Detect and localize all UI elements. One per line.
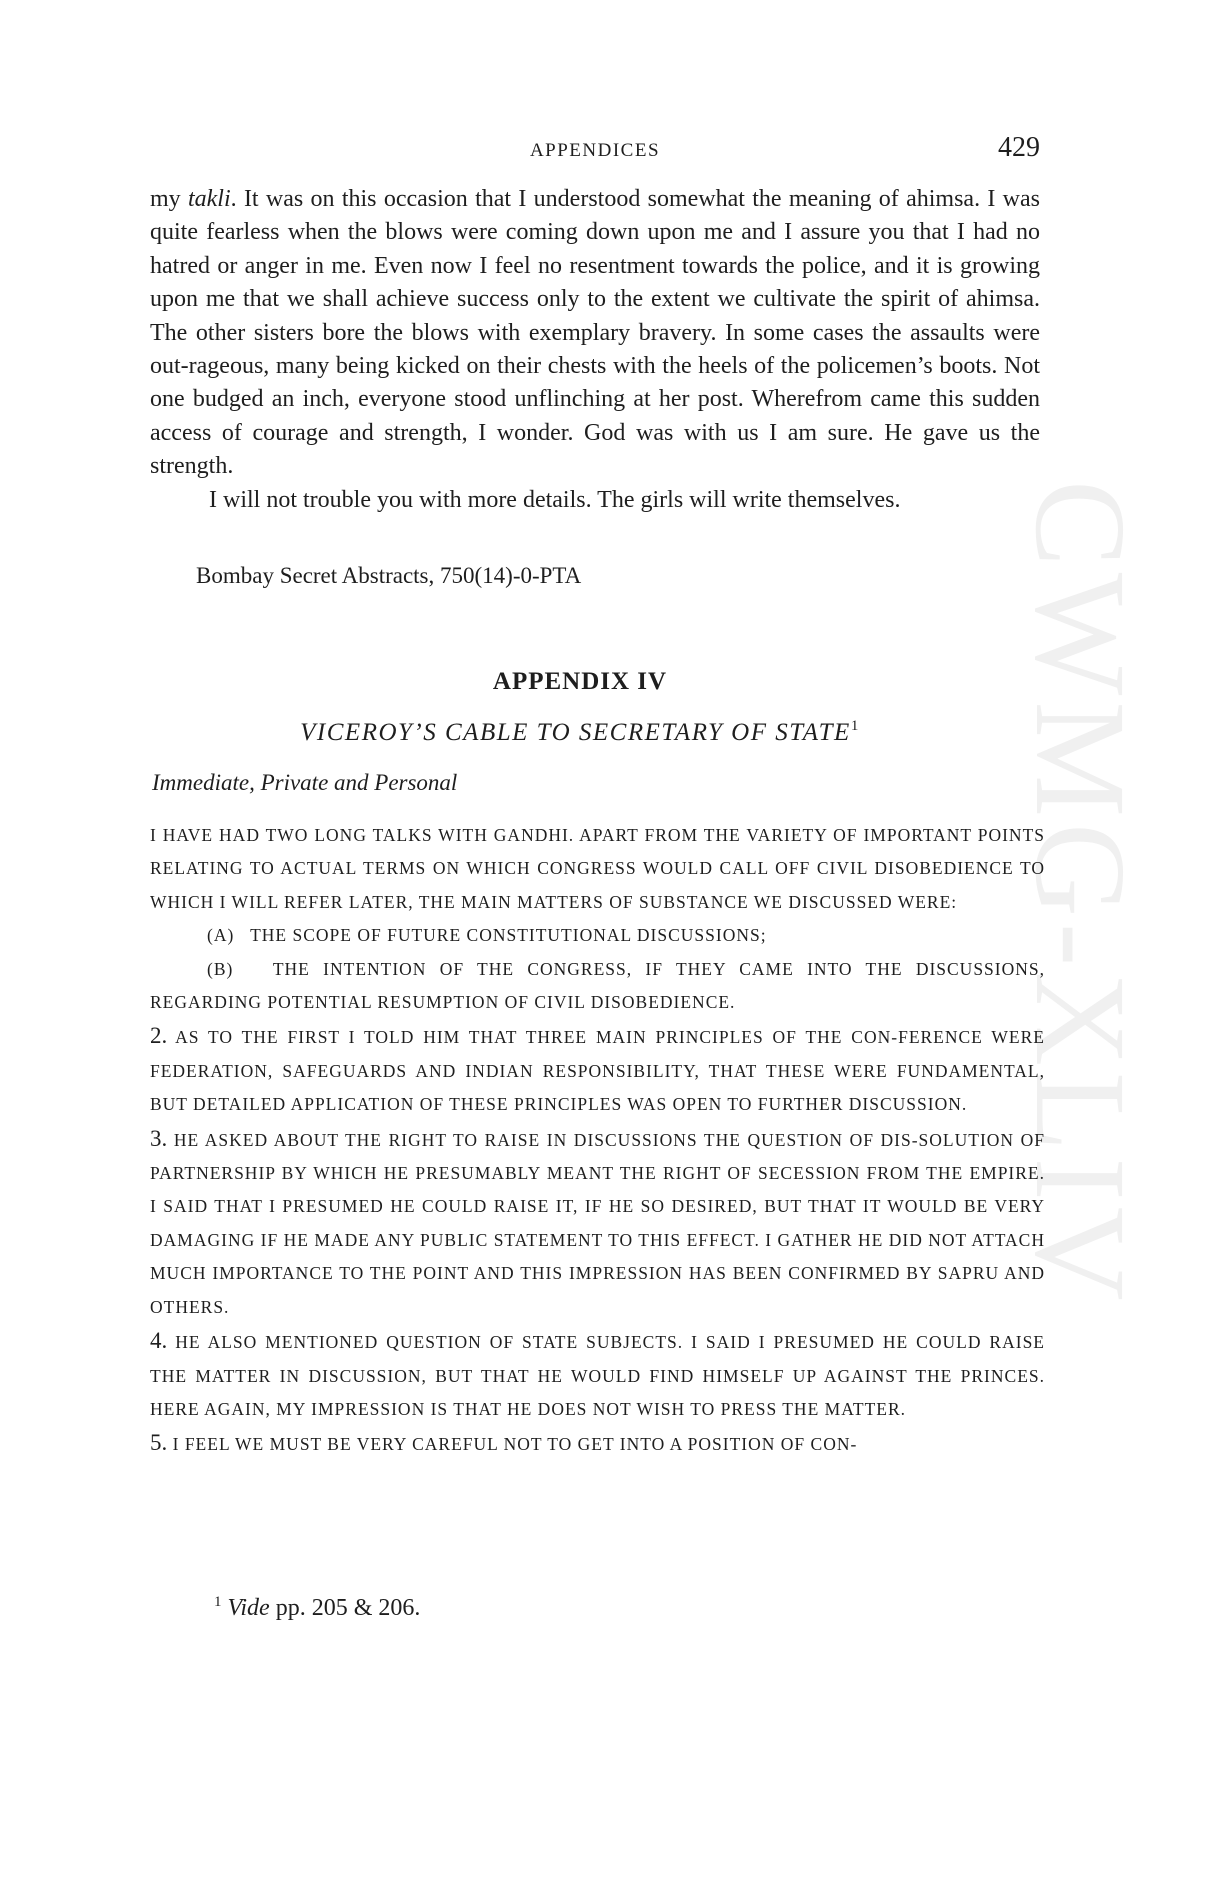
appendix-title: APPENDIX IV	[492, 668, 668, 695]
running-header	[150, 132, 1040, 176]
italic-term: takli	[187, 186, 231, 212]
running-header-title: APPENDICES	[529, 140, 661, 161]
continuation-paragraph-1: my takli. It was on this occasion that I understood somewhat the meaning of ahimsa. I was quite fearless when the blows were coming down upon me and I assure you that I had no hatred or anger in me. Even now I feel no resentment towards the police, and it is growing upon me that we shall achieve success only to the extent we cultivate the spirit of ahimsa. The other sisters bore the blows with exemplary bravery. In some cases the assaults were out-rageous, many being kicked on their chests with the heels of the policemen’s boots. Not one budged an inch, everyone stood unflinching at her post. Wherefrom came this sudden access of courage and strength, I wonder. God was with us I am sure. He gave us the strength.	[150, 186, 1041, 480]
cable-paragraph-5: 5. I FEEL WE MUST BE VERY CAREFUL NOT TO GET INTO A POSITION OF CON-	[150, 1430, 858, 1456]
footnote-ref: 1	[850, 718, 860, 734]
letter-continuation	[150, 183, 1040, 517]
page-number: 429	[998, 132, 1040, 163]
continuation-paragraph-2: I will not trouble you with more details. The girls will write themselves.	[209, 486, 901, 513]
cable-paragraph-3: 3. HE ASKED ABOUT THE RIGHT TO RAISE IN DISCUSSIONS THE QUESTION OF DIS-SOLUTION OF PARTNERSHIP BY WHICH HE PRESUMABLY MEANT THE RIGHT OF SECESSION FROM THE EMPIRE. I SAID THAT I PRESUMED HE COULD RAISE IT, IF HE SO DESIRED, BUT THAT IT WOULD BE VERY DAMAGING IF HE MADE ANY PUBLIC STATEMENT TO THIS EFFECT. I GATHER HE DID NOT ATTACH MUCH IMPORTANCE TO THE POINT AND THIS IMPRESSION HAS BEEN CONFIRMED BY SAPRU AND OTHERS.	[150, 1125, 1046, 1317]
cable-item-a: (A) THE SCOPE OF FUTURE CONSTITUTIONAL DISCUSSIONS;	[207, 925, 767, 946]
cable-paragraph-2: 2. AS TO THE FIRST I TOLD HIM THAT THREE MAIN PRINCIPLES OF THE CON-FERENCE WERE FEDERATION, SAFEGUARDS AND INDIAN RESPONSIBILITY, THAT THESE WERE FUNDAMENTAL, BUT DETAILED APPLICATION OF THESE PRINCIPLES WAS OPEN TO FURTHER DISCUSSION.	[150, 1023, 1045, 1115]
cable-text	[150, 819, 1045, 1462]
source-citation: Bombay Secret Abstracts, 750(14)-0-PTA	[196, 563, 582, 588]
appendix-subtitle: VICEROY’S CABLE TO SECRETARY OF STATE$^1$	[300, 718, 860, 746]
cable-item-b: (B) THE INTENTION OF THE CONGRESS, IF THEY CAME INTO THE DISCUSSIONS, REGARDING POTENTIAL RESUMPTION OF CIVIL DISOBEDIENCE.	[150, 958, 1045, 1013]
cable-paragraph-4: 4. HE ALSO MENTIONED QUESTION OF STATE SUBJECTS. I SAID I PRESUMED HE COULD RAISE THE MATTER IN DISCUSSION, BUT THAT HE WOULD FIND HIMSELF UP AGAINST THE PRINCES. HERE AGAIN, MY IMPRESSION IS THAT HE DOES NOT WISH TO PRESS THE MATTER.	[150, 1328, 1045, 1419]
cable-label: Immediate, Private and Personal	[152, 770, 458, 795]
footnote: $^1$ Vide pp. 205 & 206.	[214, 1594, 421, 1621]
watermark: CWMG-XLIV	[1008, 480, 1152, 1307]
cable-intro: I HAVE HAD TWO LONG TALKS WITH GANDHI. APART FROM THE VARIETY OF IMPORTANT POINTS RELATING TO ACTUAL TERMS ON WHICH CONGRESS WOULD CALL OFF CIVIL DISOBEDIENCE TO WHICH I WILL REFER LATER, THE MAIN MATTERS OF SUBSTANCE WE DISCUSSED WERE:	[150, 825, 1045, 912]
